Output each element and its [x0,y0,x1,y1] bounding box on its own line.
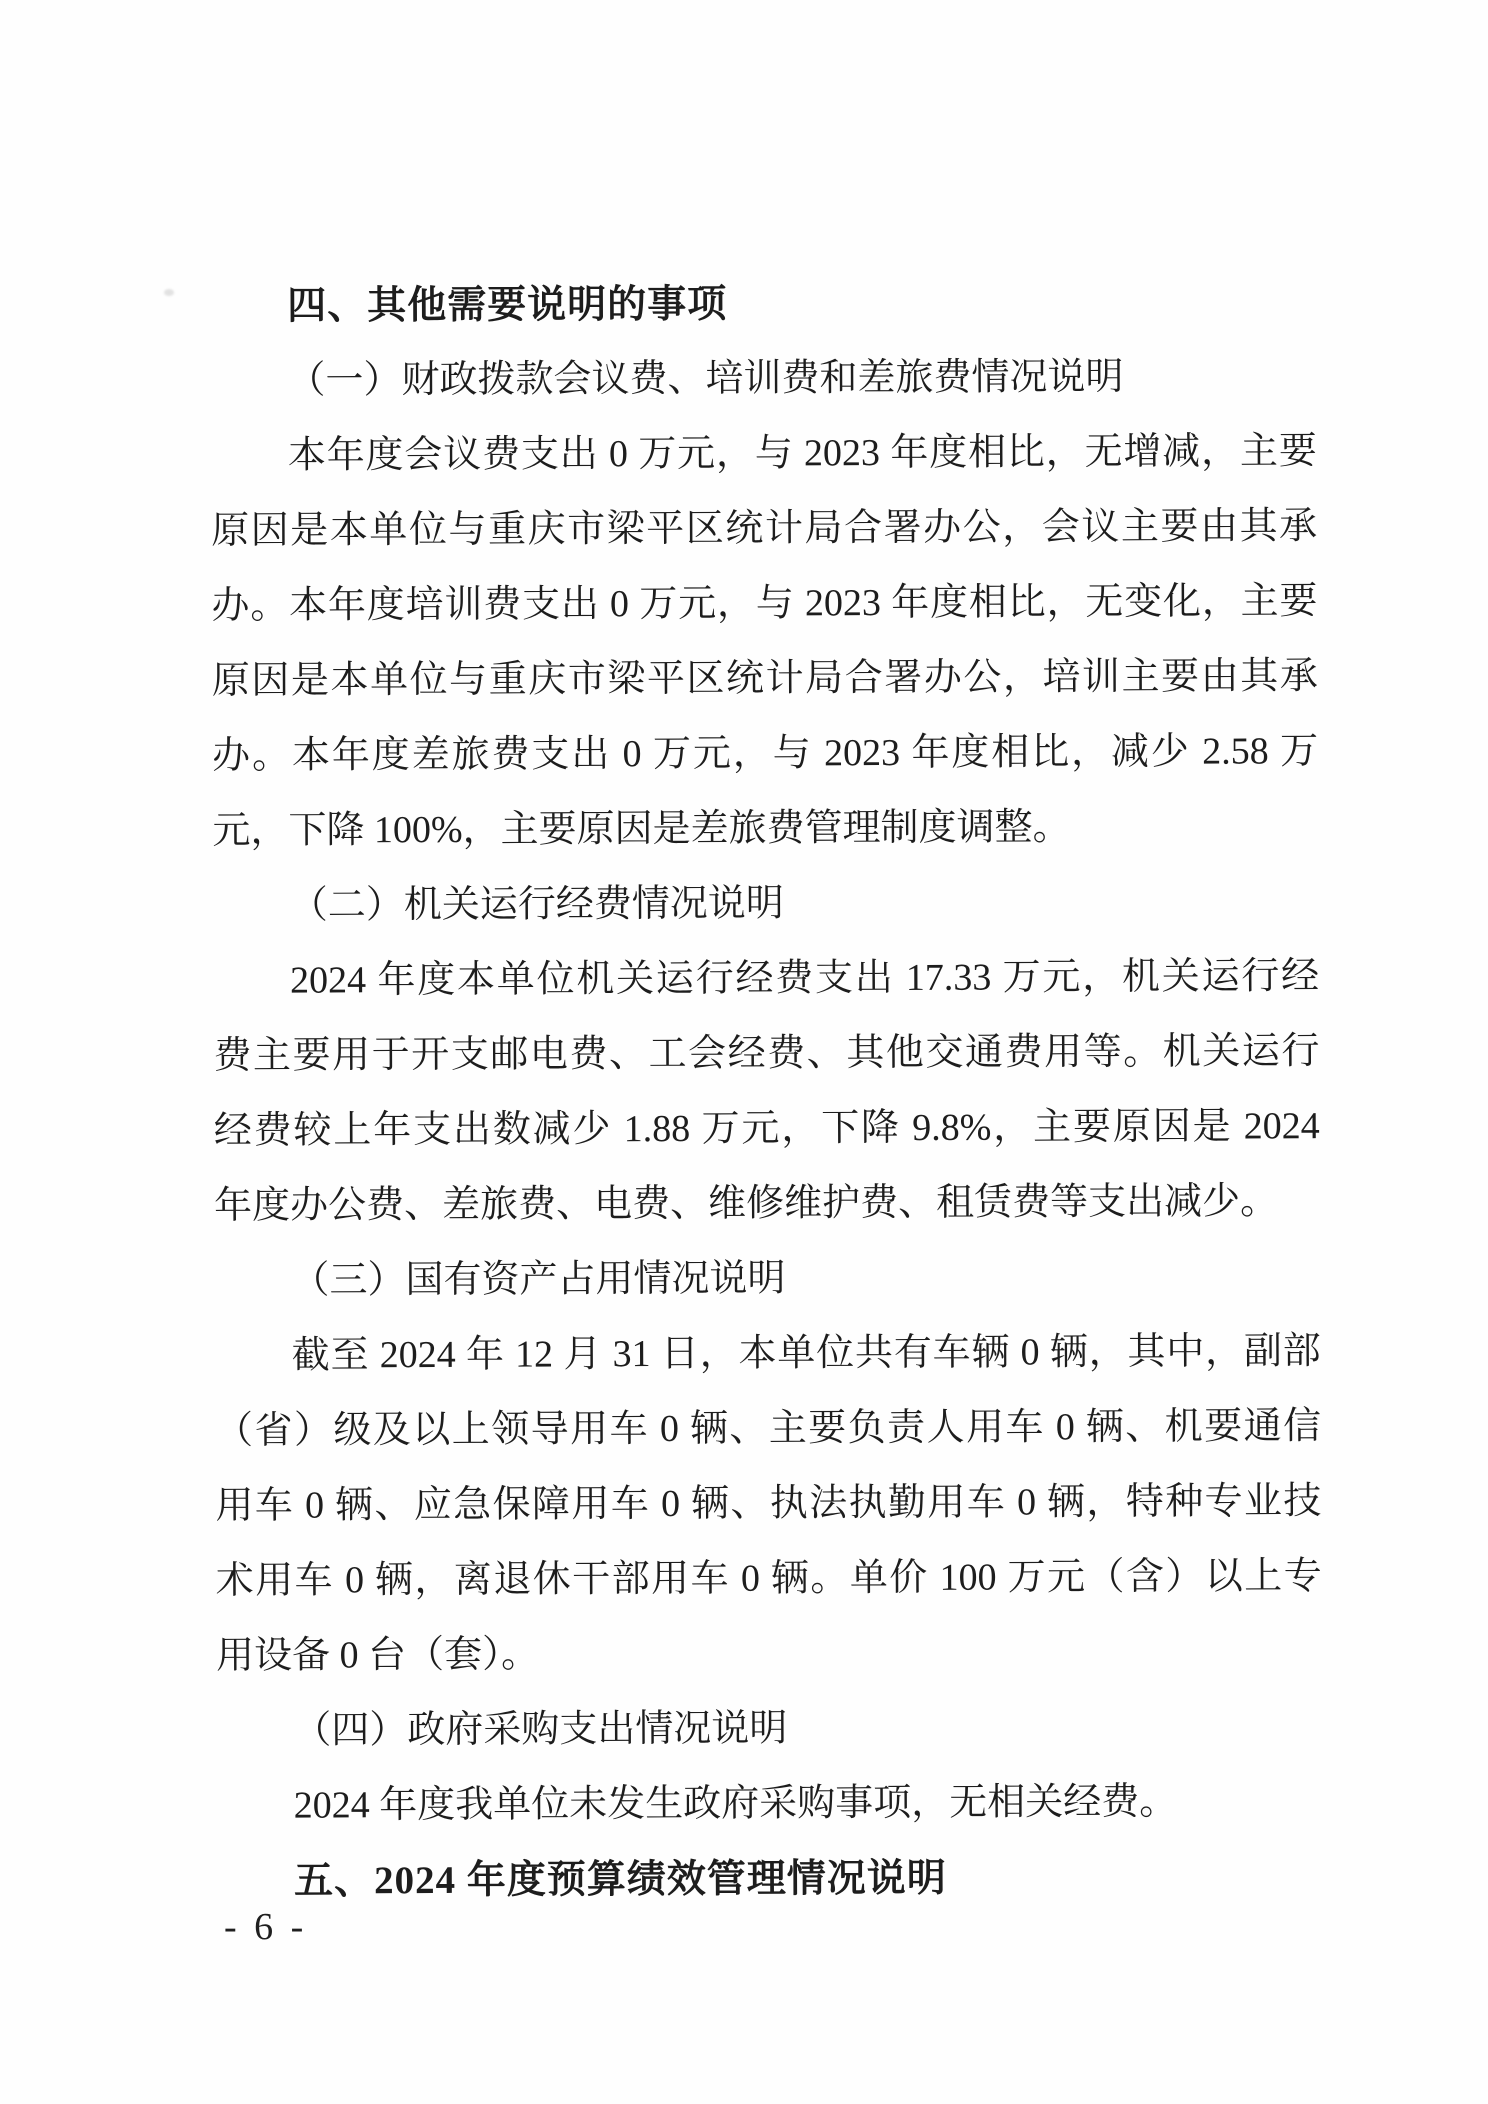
body-line: 元，下降 100%，主要原因是差旅费管理制度调整。 [212,806,1071,852]
scan-speck [164,289,174,296]
subheading-fiscal-fees: （一）财政拨款会议费、培训费和差旅费情况说明 [287,356,1124,402]
body-line: （省）级及以上领导用车 0 辆、主要负责人用车 0 辆、机要通信 [214,1405,1322,1452]
body-line: 年度办公费、差旅费、电费、维修维护费、租赁费等支出减少。 [213,1180,1279,1227]
body-line: 办。本年度培训费支出 0 万元，与 2023 年度相比，无变化，主要 [211,580,1318,627]
body-line: 用车 0 辆、应急保障用车 0 辆、执法执勤用车 0 辆，特种专业技 [215,1480,1322,1527]
body-line: 术用车 0 辆，离退休干部用车 0 辆。单价 100 万元（含）以上专 [215,1555,1322,1602]
body-line: 2024 年度本单位机关运行经费支出 17.33 万元，机关运行经 [290,955,1320,1002]
body-line: 用设备 0 台（套）。 [215,1633,540,1677]
body-line: 2024 年度我单位未发生政府采购事项，无相关经费。 [293,1780,1178,1827]
body-line: 本年度会议费支出 0 万元，与 2023 年度相比，无增减，主要 [287,430,1317,477]
subheading-state-assets: （三）国有资产占用情况说明 [291,1257,786,1302]
page-number: - 6 - [224,1906,308,1948]
body-line: 办。本年度差旅费支出 0 万元，与 2023 年度相比，减少 2.58 万 [212,730,1319,777]
body-line: 截至 2024 年 12 月 31 日，本单位共有车辆 0 辆，其中，副部 [291,1330,1321,1377]
heading-section-five: 五、2024 年度预算绩效管理情况说明 [293,1856,947,1903]
document-body [210,264,1323,1919]
body-line: 费主要用于开支邮电费、工会经费、其他交通费用等。机关运行 [213,1030,1320,1077]
body-line: 经费较上年支出数减少 1.88 万元，下降 9.8%，主要原因是 2024 [213,1105,1320,1152]
heading-section-four: 四、其他需要说明的事项 [287,282,728,328]
subheading-agency-operating-costs: （二）机关运行经费情况说明 [289,882,784,927]
subheading-gov-procurement: （四）政府采购支出情况说明 [293,1707,788,1752]
body-line: 原因是本单位与重庆市梁平区统计局合署办公，会议主要由其承 [211,505,1318,552]
body-line: 原因是本单位与重庆市梁平区统计局合署办公，培训主要由其承 [211,655,1318,702]
